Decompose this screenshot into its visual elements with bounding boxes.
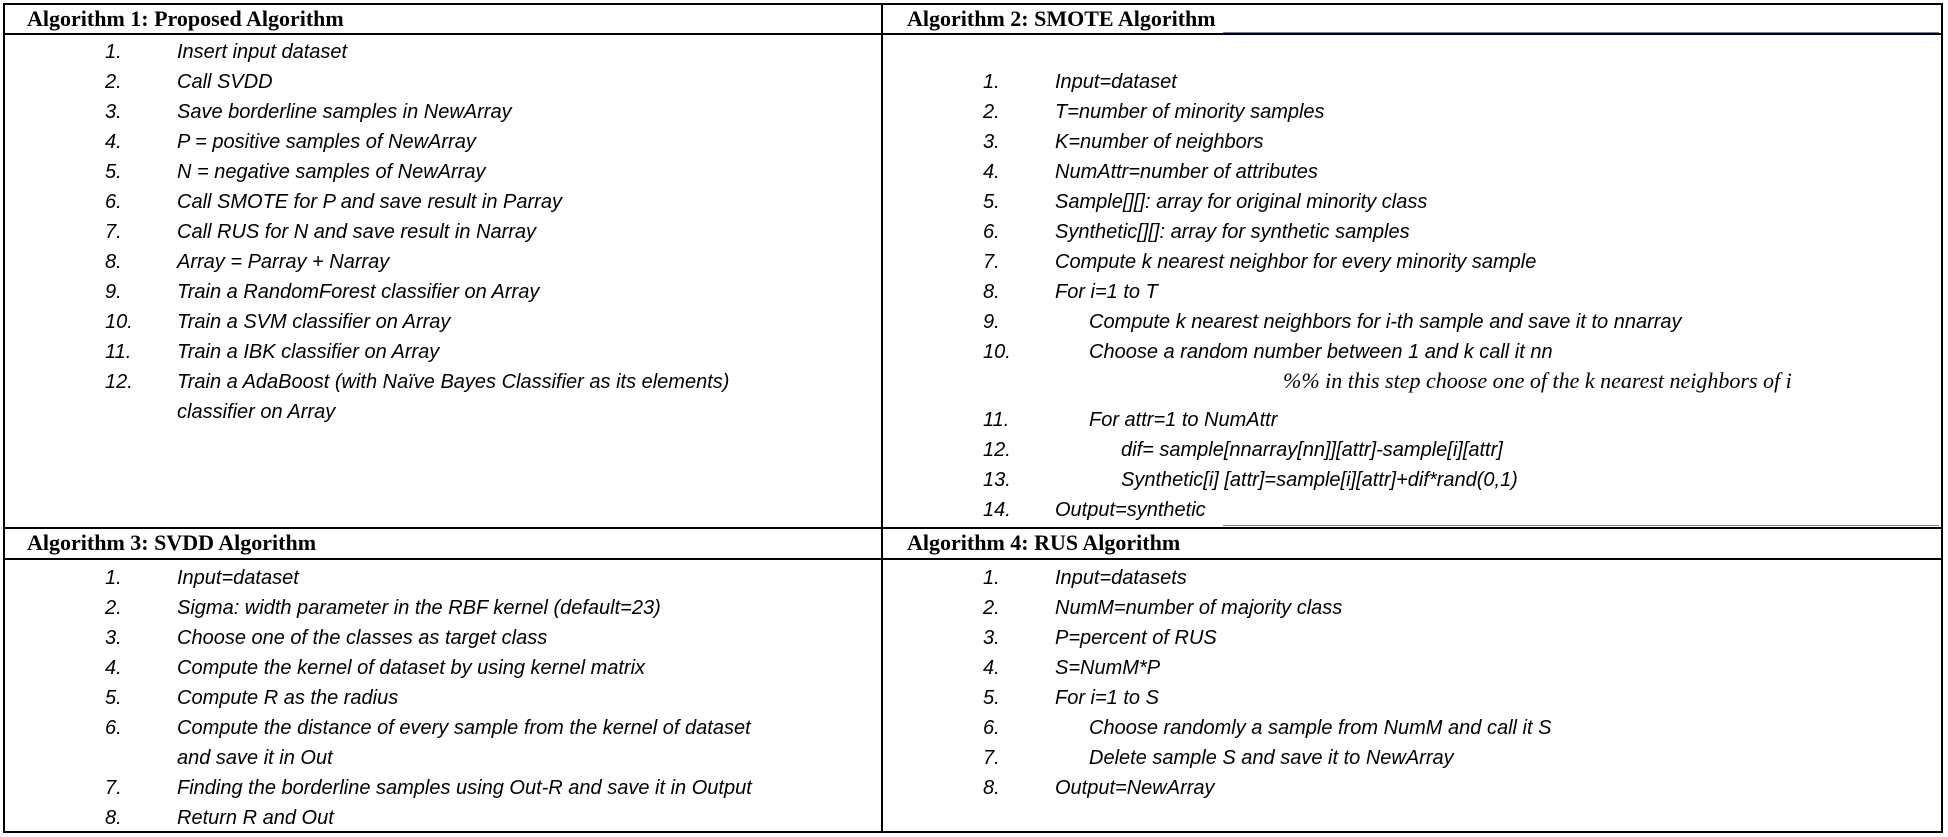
step-row [105, 97, 875, 127]
algorithms-table [3, 3, 1943, 833]
step-row [983, 307, 1933, 337]
step-row [105, 803, 875, 833]
step-text: For i=1 to S [1055, 687, 1159, 709]
step-text: Input=dataset [177, 567, 299, 589]
step-number: 6. [983, 221, 1000, 243]
step-row [105, 683, 875, 713]
step-row [983, 773, 1933, 803]
step-number: 7. [983, 251, 1000, 273]
step-text: Choose one of the classes as target class [177, 627, 548, 649]
step-row [983, 157, 1933, 187]
step-text: Train a IBK classifier on Array [177, 341, 440, 363]
step-number: 14. [983, 499, 1011, 521]
step-text: Output=NewArray [1055, 777, 1215, 799]
step-number: 2. [983, 597, 1000, 619]
step-row [105, 217, 875, 247]
algorithm-3-panel [5, 529, 881, 833]
step-text: Compute the distance of every sample from the kernel of dataset [177, 717, 751, 739]
step-number: 2. [105, 597, 122, 619]
algorithm-2-steps-continued [983, 405, 1933, 525]
step-number: 7. [983, 747, 1000, 769]
step-number: 3. [105, 101, 122, 123]
step-row [983, 465, 1933, 495]
algorithm-1-title: Algorithm 1: Proposed Algorithm [27, 6, 344, 31]
step-row [105, 593, 875, 623]
step-text: Call SMOTE for P and save result in Parray [177, 191, 562, 213]
step-row [983, 713, 1933, 743]
step-text: Compute the kernel of dataset by using kernel matrix [177, 657, 646, 679]
step-row [983, 337, 1933, 367]
step-number: 9. [105, 281, 122, 303]
step-row [983, 563, 1933, 593]
step-number: 6. [105, 191, 122, 213]
step-row [983, 67, 1933, 97]
algorithm-1-steps [105, 37, 875, 427]
step-row [105, 37, 875, 67]
step-10-comment: %% in this step choose one of the k nearest neighbors of i [1283, 368, 1792, 393]
algorithm-1-panel [5, 5, 881, 527]
step-row [983, 653, 1933, 683]
algorithm-3-steps [105, 563, 875, 833]
step-row [105, 653, 875, 683]
step-row [983, 683, 1933, 713]
step-row [983, 127, 1933, 157]
step-row [105, 67, 875, 97]
step-row [105, 397, 875, 427]
step-row [983, 743, 1933, 773]
step-text: Finding the borderline samples using Out-R and save it in Output [177, 777, 752, 799]
step-row [105, 247, 875, 277]
step-text: Compute R as the radius [177, 687, 399, 709]
step-row [983, 495, 1933, 525]
step-text: Synthetic[][]: array for synthetic samples [1055, 221, 1410, 243]
step-row [105, 713, 875, 743]
step-text: Train a SVM classifier on Array [177, 311, 451, 333]
step-number: 10. [105, 311, 133, 333]
step-text: Output=synthetic [1055, 499, 1206, 521]
algorithm-2-panel [883, 5, 1943, 527]
step-number: 11. [983, 409, 1010, 431]
step-number: 5. [983, 191, 1000, 213]
step-text: Compute k nearest neighbor for every minority sample [1055, 251, 1537, 273]
step-text: classifier on Array [177, 401, 336, 423]
step-text: Array = Parray + Narray [177, 251, 390, 273]
step-row [105, 277, 875, 307]
step-text: T=number of minority samples [1055, 101, 1325, 123]
step-text: N = negative samples of NewArray [177, 161, 486, 183]
step-text: P=percent of RUS [1055, 627, 1217, 649]
step-row [983, 247, 1933, 277]
step-number: 1. [105, 567, 122, 589]
step-text: Sigma: width parameter in the RBF kernel (default=23) [177, 597, 661, 619]
step-row [983, 97, 1933, 127]
step-number: 4. [983, 161, 1000, 183]
step-row [983, 187, 1933, 217]
step-text: Train a RandomForest classifier on Array [177, 281, 540, 303]
step-text: P = positive samples of NewArray [177, 131, 476, 153]
step-number: 12. [983, 439, 1011, 461]
algorithm-4-title: Algorithm 4: RUS Algorithm [907, 530, 1181, 555]
step-row [105, 187, 875, 217]
step-number: 13. [983, 469, 1011, 491]
step-text: NumM=number of majority class [1055, 597, 1343, 619]
step-number: 2. [983, 101, 1000, 123]
step-text: Call RUS for N and save result in Narray [177, 221, 537, 243]
step-number: 6. [983, 717, 1000, 739]
footer-underline [1223, 525, 1939, 526]
algorithm-2-steps [983, 67, 1933, 367]
step-number: 8. [983, 777, 1000, 799]
step-number: 5. [105, 687, 122, 709]
step-text: Insert input dataset [177, 41, 348, 63]
step-text: Call SVDD [177, 71, 273, 93]
step-text: Save borderline samples in NewArray [177, 101, 512, 123]
step-row [983, 593, 1933, 623]
step-text: Input=dataset [1055, 71, 1177, 93]
step-number: 2. [105, 71, 122, 93]
step-text: Train a AdaBoost (with Naïve Bayes Classifier as its elements) [177, 371, 730, 393]
step-number: 1. [983, 71, 1000, 93]
step-number: 5. [983, 687, 1000, 709]
step-number: 8. [105, 251, 122, 273]
step-number: 3. [983, 131, 1000, 153]
step-text: K=number of neighbors [1055, 131, 1264, 153]
step-number: 5. [105, 161, 122, 183]
step-number: 9. [983, 311, 1000, 333]
step-row [983, 217, 1933, 247]
algorithm-3-title: Algorithm 3: SVDD Algorithm [27, 530, 317, 555]
step-number: 3. [105, 627, 122, 649]
step-number: 4. [105, 131, 122, 153]
step-number: 11. [105, 341, 132, 363]
step-row [105, 307, 875, 337]
algorithm-4-panel [883, 529, 1943, 833]
step-number: 7. [105, 777, 122, 799]
step-number: 1. [983, 567, 1000, 589]
step-row [105, 337, 875, 367]
step-text: Input=datasets [1055, 567, 1187, 589]
step-text: Choose a random number between 1 and k call it nn [1089, 341, 1553, 363]
step-row [983, 623, 1933, 653]
step-number: 7. [105, 221, 122, 243]
step-number: 4. [983, 657, 1000, 679]
step-number: 12. [105, 371, 133, 393]
algorithm-4-steps [983, 563, 1933, 803]
step-row [105, 623, 875, 653]
step-number: 1. [105, 41, 122, 63]
step-row [105, 563, 875, 593]
step-text: Compute k nearest neighbors for i-th sample and save it to nnarray [1089, 311, 1682, 333]
step-row [983, 405, 1933, 435]
step-row [105, 367, 875, 397]
step-number: 10. [983, 341, 1011, 363]
step-text: and save it in Out [177, 747, 333, 769]
step-number: 8. [105, 807, 122, 829]
step-number: 8. [983, 281, 1000, 303]
step-text: For attr=1 to NumAttr [1089, 409, 1278, 431]
step-text: Synthetic[i] [attr]=sample[i][attr]+dif*rand(0,1) [1121, 469, 1518, 491]
step-text: dif= sample[nnarray[nn]][attr]-sample[i][attr] [1121, 439, 1503, 461]
step-text: Delete sample S and save it to NewArray [1089, 747, 1454, 769]
header-underline [1223, 32, 1939, 33]
step-row [983, 435, 1933, 465]
step-row [105, 773, 875, 803]
step-text: NumAttr=number of attributes [1055, 161, 1318, 183]
step-text: Return R and Out [177, 807, 334, 829]
step-text: Choose randomly a sample from NumM and call it S [1089, 717, 1552, 739]
step-row [105, 743, 875, 773]
step-text: Sample[][]: array for original minority class [1055, 191, 1428, 213]
step-row [105, 127, 875, 157]
step-text: S=NumM*P [1055, 657, 1161, 679]
step-text: For i=1 to T [1055, 281, 1158, 303]
step-number: 3. [983, 627, 1000, 649]
algorithm-2-title: Algorithm 2: SMOTE Algorithm [907, 6, 1216, 31]
step-row [983, 277, 1933, 307]
step-row [105, 157, 875, 187]
step-number: 4. [105, 657, 122, 679]
step-number: 6. [105, 717, 122, 739]
